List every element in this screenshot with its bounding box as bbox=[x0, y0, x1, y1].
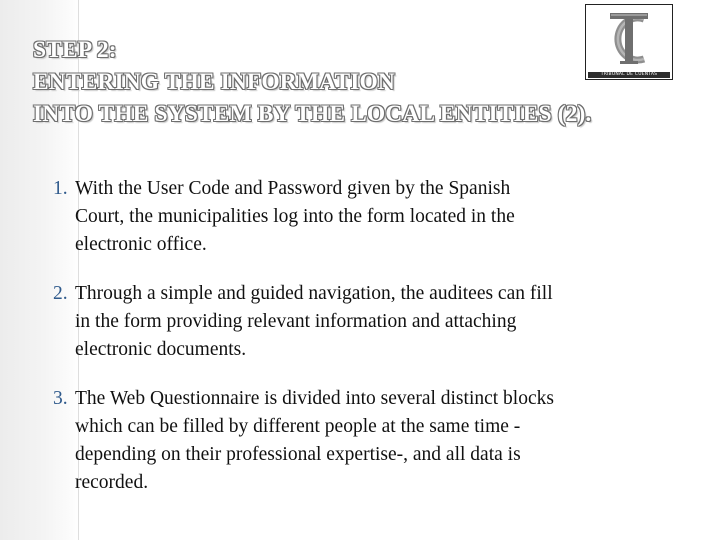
tc-monogram-icon bbox=[586, 5, 671, 71]
list-item bbox=[47, 385, 667, 497]
item-line: which can be filled by different people at the same time - bbox=[75, 416, 521, 437]
item-line: depending on their professional expertise-, and all data is bbox=[75, 444, 521, 465]
item-line: recorded. bbox=[75, 472, 149, 493]
item-line: The Web Questionnaire is divided into several distinct blocks bbox=[75, 388, 554, 409]
title-line-1: STEP 2: bbox=[33, 37, 117, 63]
list-item bbox=[47, 280, 667, 364]
tribunal-logo bbox=[585, 4, 673, 80]
item-line: electronic documents. bbox=[75, 339, 247, 360]
item-number: 2. bbox=[53, 283, 68, 304]
item-line: With the User Code and Password given by the Spanish bbox=[75, 178, 511, 199]
item-line: in the form providing relevant information and attaching bbox=[75, 311, 517, 332]
item-line: Court, the municipalities log into the form located in the bbox=[75, 206, 515, 227]
steps-list bbox=[47, 175, 667, 518]
list-item bbox=[47, 175, 667, 259]
item-line: electronic office. bbox=[75, 234, 207, 255]
item-number: 1. bbox=[53, 178, 68, 199]
title-line-2: ENTERING THE INFORMATION bbox=[33, 69, 395, 95]
slide-title bbox=[33, 34, 591, 130]
item-line: Through a simple and guided navigation, the auditees can fill bbox=[75, 283, 553, 304]
title-line-3: INTO THE SYSTEM BY THE LOCAL ENTITIES (2). bbox=[33, 101, 592, 127]
item-number: 3. bbox=[53, 388, 68, 409]
logo-caption: TRIBUNAL DE CUENTAS bbox=[588, 72, 670, 78]
